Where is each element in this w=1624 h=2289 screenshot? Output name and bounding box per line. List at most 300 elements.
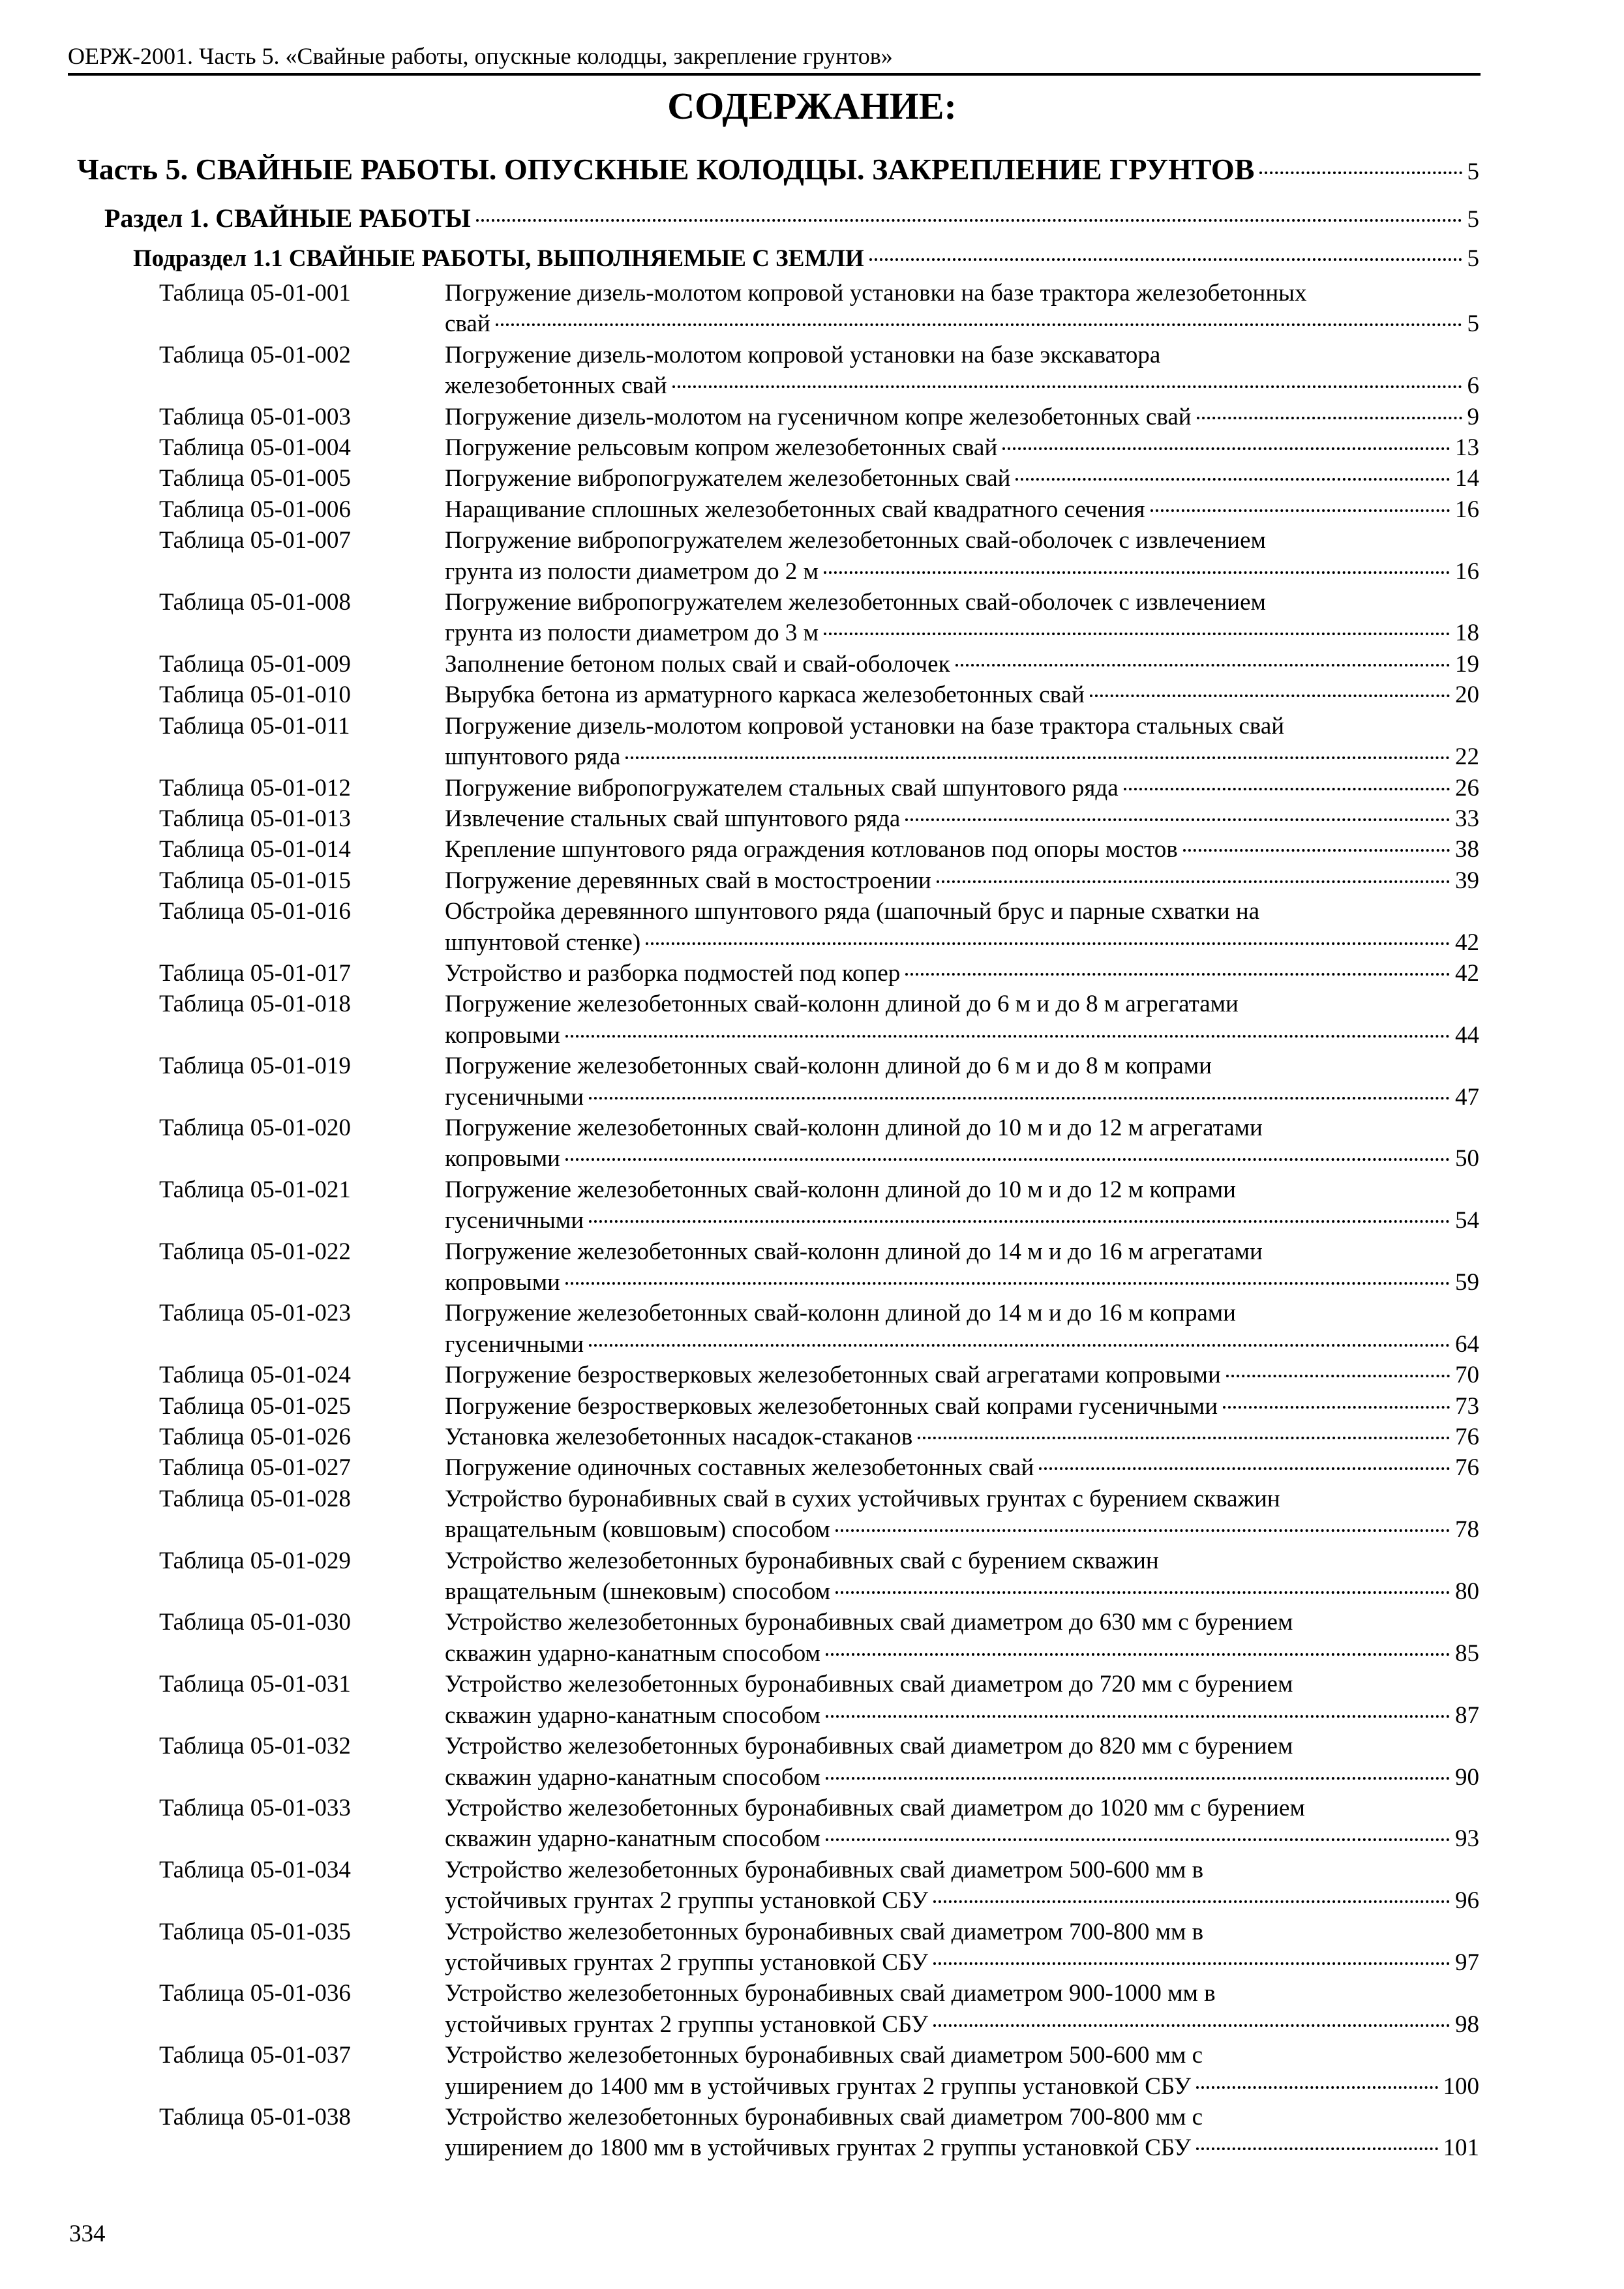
dot-leader — [835, 1529, 1450, 1532]
table-page: 50 — [1455, 1145, 1479, 1173]
dot-leader — [905, 973, 1450, 976]
table-title-text: скважин ударно-канатным способом — [445, 1639, 820, 1667]
table-title — [445, 865, 1479, 896]
dot-leader — [565, 1158, 1450, 1161]
toc-part-page: 5 — [1467, 158, 1479, 185]
table-title — [445, 2102, 1479, 2164]
table-title-text: копровыми — [445, 1021, 560, 1049]
table-title-last-line — [445, 927, 1479, 958]
table-title-line: Устройство железобетонных буронабивных свай диаметром до 720 мм с бурением — [445, 1671, 1293, 1698]
table-page: 22 — [1455, 743, 1479, 771]
dot-leader — [826, 1777, 1450, 1780]
table-title-last-line — [445, 741, 1479, 772]
table-title-last-line — [445, 1422, 1479, 1452]
table-page: 16 — [1455, 496, 1479, 523]
table-title — [445, 680, 1479, 710]
table-page: 26 — [1455, 774, 1479, 801]
table-page: 87 — [1455, 1701, 1479, 1729]
table-title — [445, 1731, 1479, 1793]
table-title — [445, 2040, 1479, 2102]
dot-leader — [1015, 478, 1450, 481]
table-title-text: Погружение рельсовым копром железобетонных свай — [445, 434, 998, 462]
table-code: Таблица 05-01-035 — [159, 1918, 351, 1945]
table-title-last-line — [445, 1514, 1479, 1545]
dot-leader — [1197, 417, 1462, 419]
dot-leader — [1196, 2147, 1437, 2150]
table-code: Таблица 05-01-014 — [159, 836, 351, 863]
table-title-last-line — [445, 2009, 1479, 2040]
table-code: Таблица 05-01-016 — [159, 898, 351, 925]
table-title-text: Погружение безростверковых железобетонных свай копрами гусеничными — [445, 1392, 1218, 1420]
dot-leader — [1150, 509, 1450, 512]
table-title — [445, 1236, 1479, 1298]
table-title-last-line — [445, 370, 1479, 401]
table-title-text: грунта из полости диаметром до 3 м — [445, 620, 819, 647]
table-code: Таблица 05-01-009 — [159, 650, 351, 678]
dot-leader — [1124, 788, 1450, 790]
table-title-last-line — [445, 494, 1479, 525]
table-title — [445, 1298, 1479, 1360]
table-title-text: вращательным (ковшовым) способом — [445, 1516, 830, 1544]
table-code: Таблица 05-01-020 — [159, 1114, 351, 1141]
toc-table-entry[interactable] — [159, 803, 1479, 834]
table-title-last-line — [445, 680, 1479, 710]
toc-table-entry[interactable] — [159, 402, 1479, 432]
table-page: 73 — [1455, 1392, 1479, 1420]
table-code: Таблица 05-01-003 — [159, 403, 351, 430]
table-code: Таблица 05-01-027 — [159, 1454, 351, 1482]
table-code: Таблица 05-01-007 — [159, 527, 351, 554]
table-code: Таблица 05-01-036 — [159, 1980, 351, 2007]
table-code: Таблица 05-01-021 — [159, 1176, 351, 1203]
table-title-line: Погружение железобетонных свай-колонн длиной до 10 м и до 12 м агрегатами — [445, 1114, 1263, 1141]
table-page: 76 — [1455, 1454, 1479, 1482]
table-title-last-line — [445, 1020, 1479, 1051]
toc-section-label: Раздел 1. СВАЙНЫЕ РАБОТЫ — [104, 203, 471, 233]
table-title-line: Обстройка деревянного шпунтового ряда (шапочный брус и парные схватки на — [445, 898, 1260, 925]
table-title-text: гусеничными — [445, 1330, 584, 1358]
table-title-last-line — [445, 1267, 1479, 1298]
toc-table-entry[interactable] — [159, 1236, 1479, 1298]
table-title-last-line — [445, 1638, 1479, 1669]
table-code: Таблица 05-01-006 — [159, 496, 351, 523]
toc-table-entry[interactable] — [159, 340, 1479, 402]
dot-leader — [826, 1715, 1450, 1718]
table-title-last-line — [445, 556, 1479, 587]
table-title-last-line — [445, 1947, 1479, 1978]
table-title — [445, 1793, 1479, 1855]
toc-table-entry[interactable] — [159, 432, 1479, 463]
table-title-text: копровыми — [445, 1145, 560, 1173]
dot-leader — [1196, 2086, 1437, 2089]
dot-leader — [933, 1962, 1450, 1965]
table-title — [445, 1917, 1479, 1979]
table-title — [445, 803, 1479, 834]
table-page: 6 — [1467, 372, 1479, 400]
table-title — [445, 1546, 1479, 1608]
table-page: 59 — [1455, 1269, 1479, 1296]
toc-table-entry[interactable] — [159, 1391, 1479, 1422]
table-title — [445, 1452, 1479, 1483]
toc-table-entry[interactable] — [159, 494, 1479, 525]
toc-table-entry[interactable] — [159, 1360, 1479, 1390]
table-title-last-line — [445, 1452, 1479, 1483]
table-title-last-line — [445, 865, 1479, 896]
table-title-line: Погружение железобетонных свай-колонн длиной до 10 м и до 12 м копрами — [445, 1176, 1236, 1203]
table-code: Таблица 05-01-019 — [159, 1053, 351, 1080]
table-page: 47 — [1455, 1083, 1479, 1111]
dot-leader — [1223, 1406, 1450, 1409]
table-code: Таблица 05-01-034 — [159, 1856, 351, 1883]
table-page: 70 — [1455, 1362, 1479, 1389]
table-title-text: устойчивых грунтах 2 группы установкой СБУ — [445, 1949, 929, 1976]
table-title-last-line — [445, 1082, 1479, 1113]
dot-leader — [933, 1900, 1450, 1903]
table-page: 19 — [1455, 650, 1479, 678]
table-title-last-line — [445, 1205, 1479, 1236]
table-code: Таблица 05-01-030 — [159, 1609, 351, 1636]
table-code: Таблица 05-01-032 — [159, 1733, 351, 1760]
dot-leader — [826, 1838, 1450, 1841]
table-page: 90 — [1455, 1763, 1479, 1791]
table-title-text: Погружение вибропогружателем железобетонных свай — [445, 465, 1011, 492]
toc-subsection-page: 5 — [1467, 245, 1479, 272]
table-title-line: Устройство железобетонных буронабивных свай диаметром 900-1000 мм в — [445, 1980, 1216, 2007]
table-title-line: Устройство железобетонных буронабивных свай с бурением скважин — [445, 1547, 1159, 1574]
toc-table-entry[interactable] — [159, 1607, 1479, 1669]
dot-leader — [824, 633, 1450, 635]
table-code: Таблица 05-01-001 — [159, 280, 351, 307]
table-title-last-line — [445, 1576, 1479, 1607]
dot-leader — [937, 880, 1450, 883]
table-title-line: Погружение дизель-молотом копровой установки на базе трактора стальных свай — [445, 712, 1285, 740]
toc-subsection-entry[interactable] — [133, 243, 1479, 275]
table-code: Таблица 05-01-015 — [159, 867, 351, 894]
table-title-last-line — [445, 1329, 1479, 1360]
table-title — [445, 1607, 1479, 1669]
toc-subsection-label: Подраздел 1.1 СВАЙНЫЕ РАБОТЫ, ВЫПОЛНЯЕМЫЕ С ЗЕМЛИ — [133, 245, 864, 272]
table-code: Таблица 05-01-011 — [159, 712, 350, 740]
table-title — [445, 587, 1479, 649]
table-title — [445, 1174, 1479, 1236]
table-code: Таблица 05-01-018 — [159, 991, 351, 1018]
dot-leader — [1002, 447, 1450, 450]
table-title-last-line — [445, 1762, 1479, 1793]
toc-table-entry[interactable] — [159, 525, 1479, 587]
table-title-text: железобетонных свай — [445, 372, 667, 400]
table-page: 54 — [1455, 1207, 1479, 1234]
table-code: Таблица 05-01-029 — [159, 1547, 351, 1574]
table-code: Таблица 05-01-033 — [159, 1794, 351, 1821]
dot-leader — [1259, 172, 1462, 174]
table-title-text: скважин ударно-канатным способом — [445, 1701, 820, 1729]
table-title-last-line — [445, 618, 1479, 648]
toc-table-entry[interactable] — [159, 587, 1479, 649]
table-title-text: Установка железобетонных насадок-стаканов — [445, 1424, 913, 1451]
table-title — [445, 1113, 1479, 1174]
table-title-text: устойчивых грунтах 2 группы установкой СБУ — [445, 2011, 929, 2038]
table-title-last-line — [445, 463, 1479, 494]
dot-leader — [1226, 1375, 1450, 1377]
table-page: 97 — [1455, 1949, 1479, 1976]
table-title-text: Погружение вибропогружателем стальных свай шпунтового ряда — [445, 774, 1119, 801]
table-title-line: Погружение дизель-молотом копровой установки на базе трактора железобетонных — [445, 280, 1307, 307]
dot-leader — [476, 219, 1462, 222]
table-code: Таблица 05-01-024 — [159, 1362, 351, 1389]
table-page: 38 — [1455, 836, 1479, 863]
table-title-text: Извлечение стальных свай шпунтового ряда — [445, 805, 901, 832]
table-page: 93 — [1455, 1825, 1479, 1853]
table-title-last-line — [445, 773, 1479, 803]
table-title-text: скважин ударно-канатным способом — [445, 1825, 820, 1853]
table-title-line: Устройство железобетонных буронабивных свай диаметром до 630 мм с бурением — [445, 1609, 1293, 1636]
table-title-line: Устройство железобетонных буронабивных свай диаметром 500-600 мм в — [445, 1856, 1204, 1883]
table-title-text: гусеничными — [445, 1207, 584, 1234]
table-page: 9 — [1467, 403, 1479, 430]
table-title-text: шпунтового ряда — [445, 743, 621, 771]
table-title-text: Заполнение бетоном полых свай и свай-оболочек — [445, 650, 950, 678]
table-page: 5 — [1467, 310, 1479, 338]
table-title-line: Устройство железобетонных буронабивных свай диаметром 700-800 мм в — [445, 1918, 1204, 1945]
table-code: Таблица 05-01-004 — [159, 434, 351, 462]
toc-table-entry[interactable] — [159, 463, 1479, 494]
table-code: Таблица 05-01-013 — [159, 805, 351, 832]
table-page: 98 — [1455, 2011, 1479, 2038]
table-title — [445, 958, 1479, 989]
toc-table-entry[interactable] — [159, 958, 1479, 989]
table-page: 100 — [1443, 2072, 1479, 2100]
table-title-last-line — [445, 2132, 1479, 2163]
table-title-last-line — [445, 308, 1479, 339]
toc-title: СОДЕРЖАНИЕ: — [667, 85, 957, 127]
table-title-line: Погружение железобетонных свай-колонн длиной до 14 м и до 16 м агрегатами — [445, 1238, 1263, 1265]
table-title-text: Погружение одиночных составных железобетонных свай — [445, 1454, 1034, 1482]
table-title — [445, 1484, 1479, 1546]
table-page: 20 — [1455, 681, 1479, 709]
table-title-line: Погружение дизель-молотом копровой установки на базе экскаватора — [445, 341, 1161, 368]
dot-leader — [824, 571, 1450, 574]
table-code: Таблица 05-01-038 — [159, 2103, 351, 2131]
toc-table-entry[interactable] — [159, 1422, 1479, 1452]
table-title — [445, 494, 1479, 525]
table-title-text: Крепление шпунтового ряда ограждения котлованов под опоры мостов — [445, 836, 1178, 863]
toc-part-label: Часть 5. СВАЙНЫЕ РАБОТЫ. ОПУСКНЫЕ КОЛОДЦЫ. ЗАКРЕПЛЕНИЕ ГРУНТОВ — [77, 153, 1255, 186]
table-title — [445, 278, 1479, 340]
table-page: 76 — [1455, 1424, 1479, 1451]
table-page: 13 — [1455, 434, 1479, 462]
dot-leader — [1090, 695, 1450, 697]
table-title-last-line — [445, 2071, 1479, 2102]
toc-table-entry[interactable] — [159, 711, 1479, 773]
table-title-line: Устройство железобетонных буронабивных свай диаметром 700-800 мм с — [445, 2103, 1203, 2131]
table-code: Таблица 05-01-037 — [159, 2042, 351, 2069]
table-title-last-line — [445, 1823, 1479, 1854]
dot-leader — [835, 1591, 1450, 1594]
table-title-text: копровыми — [445, 1269, 560, 1296]
toc-table-entry[interactable] — [159, 649, 1479, 680]
table-title-text: Погружение безростверковых железобетонных свай агрегатами копровыми — [445, 1362, 1221, 1389]
table-page: 14 — [1455, 465, 1479, 492]
table-title-text: гусеничными — [445, 1083, 584, 1111]
toc-table-entry[interactable] — [159, 680, 1479, 710]
table-page: 42 — [1455, 959, 1479, 987]
table-page: 85 — [1455, 1639, 1479, 1667]
toc-table-entry[interactable] — [159, 834, 1479, 865]
table-page: 96 — [1455, 1887, 1479, 1915]
toc-table-entry[interactable] — [159, 989, 1479, 1051]
dot-leader — [1039, 1467, 1450, 1470]
table-code: Таблица 05-01-026 — [159, 1424, 351, 1451]
dot-leader — [646, 942, 1450, 945]
dot-leader — [1183, 849, 1450, 852]
table-code: Таблица 05-01-017 — [159, 959, 351, 987]
dot-leader — [589, 1220, 1450, 1223]
table-title-text: скважин ударно-канатным способом — [445, 1763, 820, 1791]
table-title — [445, 989, 1479, 1051]
table-title — [445, 402, 1479, 432]
table-title-text: свай — [445, 310, 490, 338]
table-title-text: шпунтовой стенке) — [445, 929, 641, 956]
dot-leader — [565, 1282, 1450, 1285]
table-title — [445, 1422, 1479, 1452]
toc-table-entry[interactable] — [159, 1298, 1479, 1360]
table-title — [445, 1391, 1479, 1422]
table-code: Таблица 05-01-023 — [159, 1300, 351, 1327]
table-title-last-line — [445, 432, 1479, 463]
table-code: Таблица 05-01-002 — [159, 341, 351, 368]
toc-table-entry[interactable] — [159, 1174, 1479, 1236]
toc-table-entry[interactable] — [159, 1731, 1479, 1793]
table-page: 39 — [1455, 867, 1479, 894]
table-title-last-line — [445, 803, 1479, 834]
table-title — [445, 432, 1479, 463]
table-title-text: Наращивание сплошных железобетонных свай квадратного сечения — [445, 496, 1145, 523]
dot-leader — [933, 2024, 1450, 2027]
table-title — [445, 711, 1479, 773]
table-title — [445, 896, 1479, 958]
table-title-text: устойчивых грунтах 2 группы установкой СБУ — [445, 1887, 929, 1915]
table-title — [445, 525, 1479, 587]
toc-table-entry[interactable] — [159, 1855, 1479, 1917]
table-title-last-line — [445, 1700, 1479, 1731]
table-title-text: Погружение деревянных свай в мостостроении — [445, 867, 931, 894]
table-title-last-line — [445, 1391, 1479, 1422]
table-title-line: Погружение железобетонных свай-колонн длиной до 6 м и до 8 м агрегатами — [445, 991, 1239, 1018]
toc-section-page: 5 — [1467, 206, 1479, 233]
toc-table-list — [159, 278, 1479, 2164]
table-title-line: Погружение вибропогружателем железобетонных свай-оболочек с извлечением — [445, 527, 1266, 554]
dot-leader — [955, 664, 1450, 666]
dot-leader — [589, 1097, 1450, 1100]
table-title — [445, 1669, 1479, 1731]
running-header: ОЕРЖ-2001. Часть 5. «Свайные работы, опускные колодцы, закрепление грунтов» — [68, 42, 1481, 76]
table-title-last-line — [445, 1885, 1479, 1916]
table-title-line: Устройство буронабивных свай в сухих устойчивых грунтах с бурением скважин — [445, 1485, 1280, 1512]
table-title-line: Устройство железобетонных буронабивных свай диаметром до 1020 мм с бурением — [445, 1794, 1305, 1821]
table-title-text: Устройство и разборка подмостей под копер — [445, 959, 901, 987]
dot-leader — [496, 323, 1462, 326]
table-title-last-line — [445, 1360, 1479, 1390]
toc-table-entry[interactable] — [159, 1917, 1479, 1979]
table-page: 44 — [1455, 1021, 1479, 1049]
table-title-last-line — [445, 402, 1479, 432]
table-title — [445, 340, 1479, 402]
dot-leader — [918, 1437, 1450, 1439]
table-code: Таблица 05-01-022 — [159, 1238, 351, 1265]
table-title-last-line — [445, 649, 1479, 680]
table-code: Таблица 05-01-010 — [159, 681, 351, 709]
table-title-last-line — [445, 1143, 1479, 1174]
toc-table-entry[interactable] — [159, 1669, 1479, 1731]
toc-table-entry[interactable] — [159, 1051, 1479, 1113]
toc-table-entry[interactable] — [159, 1452, 1479, 1483]
toc-table-entry[interactable] — [159, 896, 1479, 958]
table-code: Таблица 05-01-025 — [159, 1392, 351, 1420]
dot-leader — [826, 1653, 1450, 1656]
toc-section-entry[interactable] — [104, 201, 1479, 237]
dot-leader — [589, 1344, 1450, 1347]
table-title-line: Устройство железобетонных буронабивных свай диаметром до 820 мм с бурением — [445, 1733, 1293, 1760]
table-code: Таблица 05-01-012 — [159, 774, 351, 801]
table-title-text: уширением до 1800 мм в устойчивых грунтах 2 группы установкой СБУ — [445, 2134, 1192, 2162]
table-title-text: вращательным (шнековым) способом — [445, 1578, 831, 1606]
toc-table-entry[interactable] — [159, 1113, 1479, 1174]
table-title-text: грунта из полости диаметром до 2 м — [445, 558, 819, 585]
toc-part-entry[interactable] — [77, 150, 1479, 192]
table-code: Таблица 05-01-028 — [159, 1485, 351, 1512]
table-code: Таблица 05-01-031 — [159, 1671, 351, 1698]
table-page: 80 — [1455, 1578, 1479, 1606]
table-title — [445, 773, 1479, 803]
table-page: 16 — [1455, 558, 1479, 585]
table-title — [445, 1051, 1479, 1113]
table-page: 64 — [1455, 1330, 1479, 1358]
dot-leader — [905, 818, 1450, 821]
table-page: 33 — [1455, 805, 1479, 832]
table-code: Таблица 05-01-005 — [159, 465, 351, 492]
toc-table-entry[interactable] — [159, 1546, 1479, 1608]
table-page: 78 — [1455, 1516, 1479, 1544]
table-title — [445, 1978, 1479, 2040]
table-code: Таблица 05-01-008 — [159, 589, 351, 616]
toc-table-entry[interactable] — [159, 278, 1479, 340]
table-title — [445, 1360, 1479, 1390]
table-title-last-line — [445, 958, 1479, 989]
toc-table-entry[interactable] — [159, 773, 1479, 803]
table-title-line: Погружение вибропогружателем железобетонных свай-оболочек с извлечением — [445, 589, 1266, 616]
table-title-text: Погружение дизель-молотом на гусеничном копре железобетонных свай — [445, 403, 1192, 430]
toc-table-entry[interactable] — [159, 2102, 1479, 2164]
toc-table-entry[interactable] — [159, 1793, 1479, 1855]
table-title-line: Погружение железобетонных свай-колонн длиной до 14 м и до 16 м копрами — [445, 1300, 1236, 1327]
dot-leader — [672, 385, 1462, 388]
table-page: 18 — [1455, 620, 1479, 647]
table-page: 101 — [1443, 2134, 1479, 2162]
table-title-last-line — [445, 834, 1479, 865]
table-page: 42 — [1455, 929, 1479, 956]
toc-table-entry[interactable] — [159, 865, 1479, 896]
toc-table-entry[interactable] — [159, 1484, 1479, 1546]
table-title — [445, 649, 1479, 680]
table-title-line: Устройство железобетонных буронабивных свай диаметром 500-600 мм с — [445, 2042, 1203, 2069]
table-title — [445, 463, 1479, 494]
table-title-text: Вырубка бетона из арматурного каркаса железобетонных свай — [445, 681, 1085, 709]
dot-leader — [625, 756, 1450, 759]
toc-table-entry[interactable] — [159, 2040, 1479, 2102]
dot-leader — [869, 258, 1462, 261]
table-title — [445, 1855, 1479, 1917]
toc-table-entry[interactable] — [159, 1978, 1479, 2040]
